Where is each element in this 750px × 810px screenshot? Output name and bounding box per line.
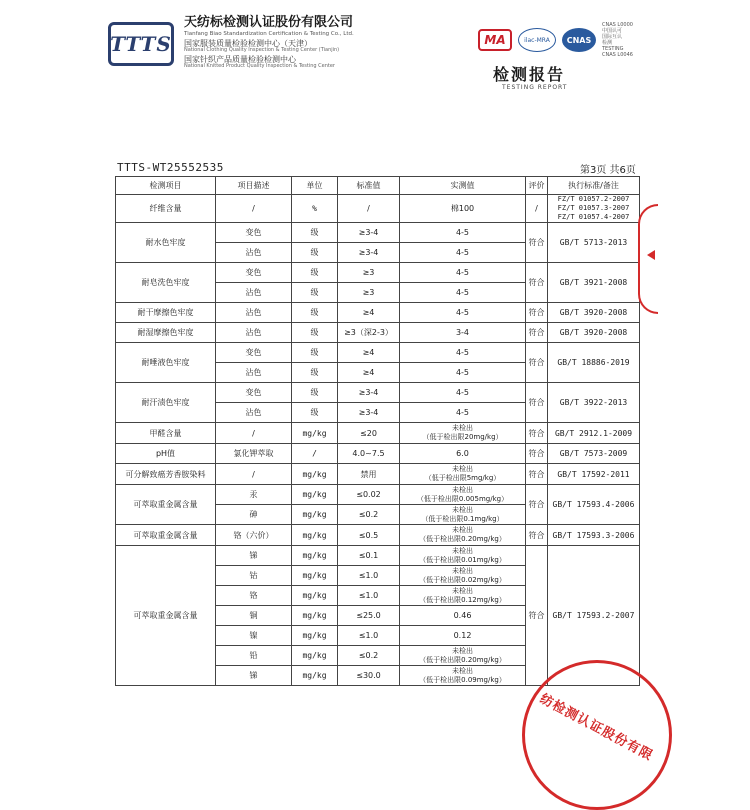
standard-value-cell: ≤25.0 <box>338 606 400 626</box>
evaluation-cell: 符合 <box>526 444 548 464</box>
standard-value-cell: ≥3（深2-3） <box>338 323 400 343</box>
description-cell: 变色 <box>216 263 292 283</box>
description-cell: 铬（六价） <box>216 525 292 546</box>
test-item-cell: 可萃取重金属含量 <box>116 525 216 546</box>
evaluation-cell: 符合 <box>526 343 548 383</box>
org-name-en: Tianfang Biao Standardization Certification & Testing Co., Ltd. <box>184 30 354 37</box>
evaluation-cell: 符合 <box>526 423 548 444</box>
description-cell: / <box>216 423 292 444</box>
standard-reference-cell: GB/T 17593.2-2007 <box>548 546 640 686</box>
accreditation-code-line: CNAS L0000 <box>602 22 633 28</box>
standard-value-cell: ≤0.1 <box>338 546 400 566</box>
table-row <box>116 525 640 546</box>
standard-reference-cell: FZ/T 01057.2-2007 FZ/T 01057.3-2007 FZ/T 01057.4-2007 <box>548 195 640 223</box>
description-cell: 变色 <box>216 223 292 243</box>
standard-value-cell: ≤1.0 <box>338 626 400 646</box>
standard-value-cell: ≤0.2 <box>338 505 400 525</box>
unit-cell: mg/kg <box>292 464 338 485</box>
measured-value-cell: 4-5 <box>400 383 526 403</box>
table-row <box>116 383 640 403</box>
unit-cell: / <box>292 444 338 464</box>
ilac-mark-text: ilac-MRA <box>524 36 550 44</box>
accreditation-code <box>602 22 642 58</box>
table-row <box>116 485 640 505</box>
evaluation-cell: 符合 <box>526 546 548 686</box>
test-item-cell: 纤维含量 <box>116 195 216 223</box>
table-row <box>116 423 640 444</box>
table-row <box>116 464 640 485</box>
measured-value-cell: 4-5 <box>400 223 526 243</box>
standard-reference-cell: GB/T 7573-2009 <box>548 444 640 464</box>
cnas-mark-icon <box>562 28 596 52</box>
standard-reference-cell: GB/T 3920-2008 <box>548 323 640 343</box>
measured-value-cell: 0.46 <box>400 606 526 626</box>
table-row <box>116 263 640 283</box>
report-subtitle: TESTING REPORT <box>502 84 568 91</box>
measured-value-cell: 4-5 <box>400 403 526 423</box>
measured-value-cell: 3-4 <box>400 323 526 343</box>
description-cell: / <box>216 195 292 223</box>
report-number: TTTS-WT25552535 <box>117 161 224 174</box>
standard-reference-cell: GB/T 3921-2008 <box>548 263 640 303</box>
column-header: 标准值 <box>338 177 400 195</box>
measured-value-cell: 4-5 <box>400 243 526 263</box>
test-item-cell: 耐水色牢度 <box>116 223 216 263</box>
center2-cn: 国家针织产品质量检验检测中心 <box>184 55 296 65</box>
evaluation-cell: 符合 <box>526 303 548 323</box>
cma-mark-icon <box>478 29 512 51</box>
standard-value-cell: ≥3 <box>338 263 400 283</box>
measured-value-cell: 0.12 <box>400 626 526 646</box>
standard-value-cell: ≥4 <box>338 303 400 323</box>
page-indicator: 第3页 共6页 <box>580 165 636 176</box>
standard-reference-cell: GB/T 18886-2019 <box>548 343 640 383</box>
standard-reference-cell: GB/T 3920-2008 <box>548 303 640 323</box>
evaluation-cell: 符合 <box>526 223 548 263</box>
accreditation-code-line: 检测 <box>602 40 613 46</box>
measured-value-cell: 未检出 （低于检出限5mg/kg） <box>400 464 526 485</box>
center1-cn: 国家服装质量检验检测中心（天津） <box>184 39 312 49</box>
measured-value-cell: 未检出 （低于检出限20mg/kg） <box>400 423 526 444</box>
test-item-cell: 可萃取重金属含量 <box>116 485 216 525</box>
table-row <box>116 343 640 363</box>
accreditation-code-line: 国际互认 <box>602 34 623 40</box>
description-cell: 汞 <box>216 485 292 505</box>
table-row <box>116 223 640 243</box>
unit-cell: mg/kg <box>292 485 338 505</box>
description-cell: 沾色 <box>216 403 292 423</box>
unit-cell: 级 <box>292 383 338 403</box>
unit-cell: mg/kg <box>292 606 338 626</box>
description-cell: 铅 <box>216 646 292 666</box>
description-cell: 锑 <box>216 546 292 566</box>
unit-cell: 级 <box>292 243 338 263</box>
unit-cell: mg/kg <box>292 626 338 646</box>
center1-en: National Clothing Quality Inspection & Testing Center (Tianjin) <box>184 47 340 54</box>
standard-value-cell: ≤1.0 <box>338 586 400 606</box>
standard-value-cell: ≤0.02 <box>338 485 400 505</box>
standard-reference-cell: GB/T 5713-2013 <box>548 223 640 263</box>
standard-value-cell: ≥3-4 <box>338 403 400 423</box>
description-cell: 变色 <box>216 383 292 403</box>
measured-value-cell: 未检出 （低于检出限0.1mg/kg） <box>400 505 526 525</box>
standard-reference-cell: GB/T 17592-2011 <box>548 464 640 485</box>
unit-cell: mg/kg <box>292 525 338 546</box>
report-title: 检测报告 <box>493 65 566 84</box>
description-cell: / <box>216 464 292 485</box>
description-cell: 砷 <box>216 505 292 525</box>
measured-value-cell: 棉100 <box>400 195 526 223</box>
official-seal-text: 纺检测认证股份有限 <box>537 691 656 764</box>
description-cell: 锑 <box>216 666 292 686</box>
unit-cell: % <box>292 195 338 223</box>
test-item-cell: 可分解致癌芳香胺染料 <box>116 464 216 485</box>
company-logo <box>108 22 174 66</box>
standard-reference-cell: GB/T 2912.1-2009 <box>548 423 640 444</box>
unit-cell: mg/kg <box>292 646 338 666</box>
unit-cell: 级 <box>292 323 338 343</box>
unit-cell: mg/kg <box>292 666 338 686</box>
unit-cell: 级 <box>292 283 338 303</box>
column-header: 实测值 <box>400 177 526 195</box>
standard-value-cell: ≤1.0 <box>338 566 400 586</box>
unit-cell: mg/kg <box>292 566 338 586</box>
description-cell: 沾色 <box>216 363 292 383</box>
standard-value-cell: ≥3-4 <box>338 383 400 403</box>
table-header-row <box>116 177 640 195</box>
measured-value-cell: 未检出 （低于检出限0.20mg/kg） <box>400 646 526 666</box>
measured-value-cell: 未检出 （低于检出限0.005mg/kg） <box>400 485 526 505</box>
measured-value-cell: 未检出 （低于检出限0.12mg/kg） <box>400 586 526 606</box>
unit-cell: mg/kg <box>292 423 338 444</box>
table-row <box>116 195 640 223</box>
accreditation-code-line: TESTING <box>602 46 624 52</box>
standard-value-cell: 禁用 <box>338 464 400 485</box>
unit-cell: 级 <box>292 303 338 323</box>
seam-stamp-mark-icon <box>647 250 655 260</box>
standard-value-cell: ≥4 <box>338 363 400 383</box>
cma-mark-text: MA <box>484 33 506 47</box>
evaluation-cell: 符合 <box>526 323 548 343</box>
logo-text: TTTS <box>110 32 172 56</box>
description-cell: 铬 <box>216 586 292 606</box>
description-cell: 变色 <box>216 343 292 363</box>
table-row <box>116 303 640 323</box>
standard-value-cell: ≥3-4 <box>338 223 400 243</box>
unit-cell: 级 <box>292 343 338 363</box>
description-cell: 沾色 <box>216 283 292 303</box>
accreditation-code-line: 中国认可 <box>602 28 623 34</box>
accreditation-code-line: CNAS L0046 <box>602 52 633 58</box>
column-header: 项目描述 <box>216 177 292 195</box>
center2-en: National Knitted Product Quality Inspection & Testing Center <box>184 63 335 70</box>
standard-reference-cell: GB/T 3922-2013 <box>548 383 640 423</box>
test-item-cell: pH值 <box>116 444 216 464</box>
measured-value-cell: 未检出 （低于检出限0.20mg/kg） <box>400 525 526 546</box>
evaluation-cell: 符合 <box>526 525 548 546</box>
evaluation-cell: 符合 <box>526 383 548 423</box>
unit-cell: 级 <box>292 223 338 243</box>
test-item-cell: 耐唾液色牢度 <box>116 343 216 383</box>
standard-reference-cell: GB/T 17593.4-2006 <box>548 485 640 525</box>
cnas-mark-text: CNAS <box>566 35 592 45</box>
description-cell: 氯化钾萃取 <box>216 444 292 464</box>
standard-value-cell: ≤0.2 <box>338 646 400 666</box>
standard-value-cell: ≥3 <box>338 283 400 303</box>
unit-cell: mg/kg <box>292 505 338 525</box>
description-cell: 沾色 <box>216 243 292 263</box>
measured-value-cell: 4-5 <box>400 283 526 303</box>
standard-value-cell: ≥3-4 <box>338 243 400 263</box>
test-item-cell: 耐皂洗色牢度 <box>116 263 216 303</box>
test-item-cell: 耐湿摩擦色牢度 <box>116 323 216 343</box>
unit-cell: mg/kg <box>292 546 338 566</box>
test-item-cell: 甲醛含量 <box>116 423 216 444</box>
table-row <box>116 323 640 343</box>
test-results-table <box>115 176 640 686</box>
measured-value-cell: 未检出 （低于检出限0.02mg/kg） <box>400 566 526 586</box>
evaluation-cell: 符合 <box>526 485 548 525</box>
test-item-cell: 可萃取重金属含量 <box>116 546 216 686</box>
standard-value-cell: ≤0.5 <box>338 525 400 546</box>
unit-cell: mg/kg <box>292 586 338 606</box>
measured-value-cell: 4-5 <box>400 363 526 383</box>
standard-value-cell: ≥4 <box>338 343 400 363</box>
column-header: 单位 <box>292 177 338 195</box>
evaluation-cell: 符合 <box>526 263 548 303</box>
measured-value-cell: 4-5 <box>400 263 526 283</box>
evaluation-cell: 符合 <box>526 464 548 485</box>
description-cell: 铜 <box>216 606 292 626</box>
standard-value-cell: / <box>338 195 400 223</box>
evaluation-cell: / <box>526 195 548 223</box>
unit-cell: 级 <box>292 263 338 283</box>
description-cell: 钴 <box>216 566 292 586</box>
measured-value-cell: 4-5 <box>400 303 526 323</box>
certification-marks <box>478 22 642 58</box>
measured-value-cell: 未检出 （低于检出限0.01mg/kg） <box>400 546 526 566</box>
measured-value-cell: 4-5 <box>400 343 526 363</box>
measured-value-cell: 未检出 （低于检出限0.09mg/kg） <box>400 666 526 686</box>
org-name-cn: 天纺标检测认证股份有限公司 <box>184 15 354 30</box>
test-item-cell: 耐汗渍色牢度 <box>116 383 216 423</box>
test-item-cell: 耐干摩擦色牢度 <box>116 303 216 323</box>
standard-value-cell: ≤20 <box>338 423 400 444</box>
measured-value-cell: 6.0 <box>400 444 526 464</box>
table-row <box>116 546 640 566</box>
standard-reference-cell: GB/T 17593.3-2006 <box>548 525 640 546</box>
column-header: 执行标准/备注 <box>548 177 640 195</box>
org-block <box>184 16 354 70</box>
column-header: 评价 <box>526 177 548 195</box>
description-cell: 镍 <box>216 626 292 646</box>
table-row <box>116 444 640 464</box>
description-cell: 沾色 <box>216 323 292 343</box>
description-cell: 沾色 <box>216 303 292 323</box>
column-header: 检测项目 <box>116 177 216 195</box>
unit-cell: 级 <box>292 403 338 423</box>
ilac-mark-icon <box>518 28 556 52</box>
standard-value-cell: ≤30.0 <box>338 666 400 686</box>
standard-value-cell: 4.0~7.5 <box>338 444 400 464</box>
unit-cell: 级 <box>292 363 338 383</box>
